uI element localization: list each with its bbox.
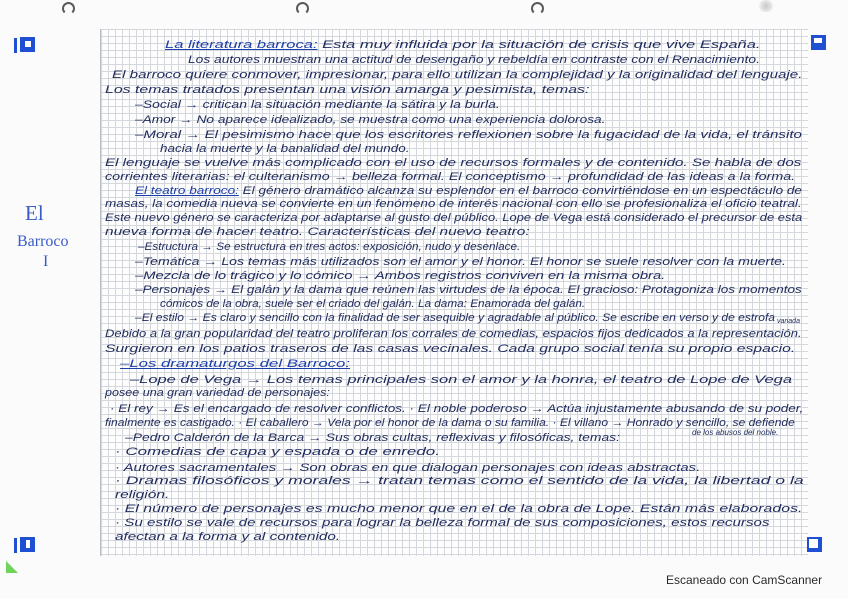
line-text: Los temas tratados presentan una visión amarga y pesimista, temas: bbox=[105, 84, 590, 96]
corner-marker-top-left-icon bbox=[20, 37, 35, 52]
scanner-watermark: Escaneado con CamScanner bbox=[666, 573, 823, 587]
note-line-12 bbox=[105, 198, 802, 210]
note-line-28 bbox=[125, 432, 620, 444]
note-line-11 bbox=[135, 185, 802, 197]
line-text: cómicos de la obra, suele ser el criado del galán. La dama: Enamorada del galán. bbox=[160, 298, 586, 310]
note-line-32 bbox=[115, 489, 170, 501]
line-text: · El rey → Es el encargado de resolver conflictos. · El noble poderoso → Actúa injustamente abusando de su poder, bbox=[110, 403, 804, 415]
line-text: hacia la muerte y la banalidad del mundo. bbox=[160, 143, 410, 155]
note-line-29 bbox=[115, 446, 440, 458]
punch-hole bbox=[531, 2, 544, 15]
line-text: –Moral → El pesimismo hace que los escritores reflexionen sobre la fugacidad de la vida, el tránsito bbox=[135, 129, 802, 141]
note-line-34 bbox=[115, 517, 770, 529]
line-text: –El estilo → Es claro y sencillo con la finalidad de ser asequible y agradable al público. Se escribe en verso y de estrofa bbox=[135, 312, 775, 324]
line-text: finalmente es castigado. · El caballero → Vela por el honor de la dama o su familia. · El villano → Honrado y sencillo, se defiende bbox=[105, 417, 795, 429]
line-text: religión. bbox=[115, 489, 170, 501]
note-line-1 bbox=[165, 39, 760, 51]
line-text: –Personajes → El galán y la dama que reúnen las virtudes de la época. El gracioso: Protagoniza los momentos bbox=[135, 284, 802, 296]
line-text: –Temática → Los temas más utilizados son el amor y el honor. El honor se suele resolver con la muerte. bbox=[135, 256, 786, 268]
line-text: Surgieron en los patios traseros de las casas vecinales. Cada grupo social tenía su propio espacio. bbox=[105, 343, 796, 355]
corner-marker-bottom-right-icon bbox=[807, 537, 822, 552]
note-line-19 bbox=[160, 298, 585, 310]
note-line-3 bbox=[112, 69, 802, 81]
note-line-31 bbox=[115, 475, 803, 487]
line-text: –Pedro Calderón de la Barca → Sus obras cultas, reflexivas y filosóficas, temas: bbox=[125, 432, 620, 444]
line-text: El barroco quiere conmover, impresionar, para ello utilizan la complejidad y la originalidad del lenguaje. bbox=[112, 69, 803, 81]
line-text: afectan a la forma y al contenido. bbox=[115, 531, 341, 543]
paper-smudge bbox=[758, 0, 774, 12]
line-text: Debido a la gran popularidad del teatro proliferan los corrales de comedias, espacios fijos dedicados a la representación. bbox=[105, 328, 802, 340]
line-text: –Amor → No aparece idealizado, se muestra como una experiencia dolorosa. bbox=[135, 114, 606, 126]
line-text: –Mezcla de lo trágico y lo cómico → Ambos registros conviven en la misma obra. bbox=[135, 270, 666, 282]
line-text: Esta muy influida por la situación de crisis que vive España. bbox=[322, 39, 761, 51]
line-text: El lenguaje se vuelve más complicado con el uso de recursos formales y de contenido. Se habla de dos bbox=[105, 157, 802, 169]
note-line-26 bbox=[110, 403, 804, 415]
note-line-7 bbox=[135, 129, 802, 141]
note-line-6 bbox=[135, 114, 605, 126]
note-line-23 bbox=[120, 358, 350, 370]
note-line-30 bbox=[115, 462, 700, 474]
line-text: · Su estilo se vale de recursos para lograr la belleza formal de sus composiciones, estos recursos bbox=[115, 517, 770, 529]
line-text: –Social → critican la situación mediante la sátira y la burla. bbox=[135, 99, 500, 111]
line-text: · El número de personajes es mucho menor que en el de la obra de Lope. Están más elaborados. bbox=[115, 503, 803, 515]
note-line-13 bbox=[105, 212, 802, 224]
line-text: Este nuevo género se caracteriza por adaptarse al gusto del público. Lope de Vega está considerado el precursor de esta bbox=[105, 212, 803, 224]
note-line-33 bbox=[115, 503, 803, 515]
line-text: Los autores muestran una actitud de desengaño y rebeldía en contraste con el Renacimiento. bbox=[188, 54, 760, 66]
note-line-2 bbox=[188, 54, 760, 66]
green-corner-icon bbox=[6, 561, 18, 573]
line-text: · Dramas filosóficos y morales → tratan temas como el sentido de la vida, la libertad o la bbox=[115, 475, 804, 487]
note-line-20 bbox=[135, 312, 775, 324]
punch-hole bbox=[62, 2, 75, 15]
section-title: La literatura barroca: bbox=[165, 39, 318, 51]
margin-label-roman-one: I bbox=[43, 253, 49, 270]
line-text: El género dramático alcanza su esplendor en el barroco convirtiéndose en un espectáculo de bbox=[242, 185, 802, 197]
margin-label-barroco: Barroco bbox=[17, 233, 69, 250]
note-line-10 bbox=[105, 171, 795, 183]
note-line-25 bbox=[105, 387, 330, 399]
note-line-35 bbox=[115, 531, 340, 543]
margin-note: variada bbox=[777, 318, 800, 325]
line-text: –Estructura → Se estructura en tres actos: exposición, nudo y desenlace. bbox=[138, 241, 521, 253]
note-line-9 bbox=[105, 157, 802, 169]
note-line-21 bbox=[105, 328, 802, 340]
note-line-22 bbox=[105, 343, 795, 355]
margin-note: de los abusos del noble. bbox=[692, 428, 779, 437]
punch-hole bbox=[296, 2, 309, 15]
section-heading: El teatro barroco: bbox=[135, 185, 239, 197]
corner-marker-bar-icon bbox=[14, 38, 17, 53]
note-line-14 bbox=[105, 226, 530, 238]
line-text: posee una gran variedad de personajes: bbox=[105, 387, 330, 399]
note-line-15 bbox=[138, 241, 520, 253]
note-line-5 bbox=[135, 99, 500, 111]
line-text: · Autores sacramentales → Son obras en que dialogan personajes con ideas abstractas. bbox=[115, 462, 701, 474]
corner-marker-bottom-left-icon bbox=[20, 537, 35, 552]
line-text: · Comedias de capa y espada o de enredo. bbox=[115, 446, 440, 458]
margin-label-el: El bbox=[25, 201, 44, 225]
line-text: corrientes literarias: el culteranismo → belleza formal. El conceptismo → profundidad de las ideas a la forma. bbox=[105, 171, 796, 183]
section-heading: –Los dramaturgos del Barroco: bbox=[120, 358, 351, 370]
note-line-18 bbox=[135, 284, 802, 296]
note-line-17 bbox=[135, 270, 665, 282]
line-text: –Lope de Vega → Los temas principales son el amor y la honra, el teatro de Lope de Vega bbox=[130, 374, 792, 386]
note-line-4 bbox=[105, 84, 590, 96]
corner-marker-bar-icon bbox=[14, 538, 17, 553]
note-line-8 bbox=[160, 143, 410, 155]
corner-marker-top-right-icon bbox=[811, 35, 826, 50]
note-line-16 bbox=[135, 256, 785, 268]
line-text: masas, la comedia nueva se convierte en un fenómeno de interés nacional con ello se profesionaliza el oficio teatral. bbox=[105, 198, 802, 210]
line-text: nueva forma de hacer teatro. Características del nuevo teatro: bbox=[105, 226, 530, 238]
note-line-24 bbox=[130, 374, 792, 386]
